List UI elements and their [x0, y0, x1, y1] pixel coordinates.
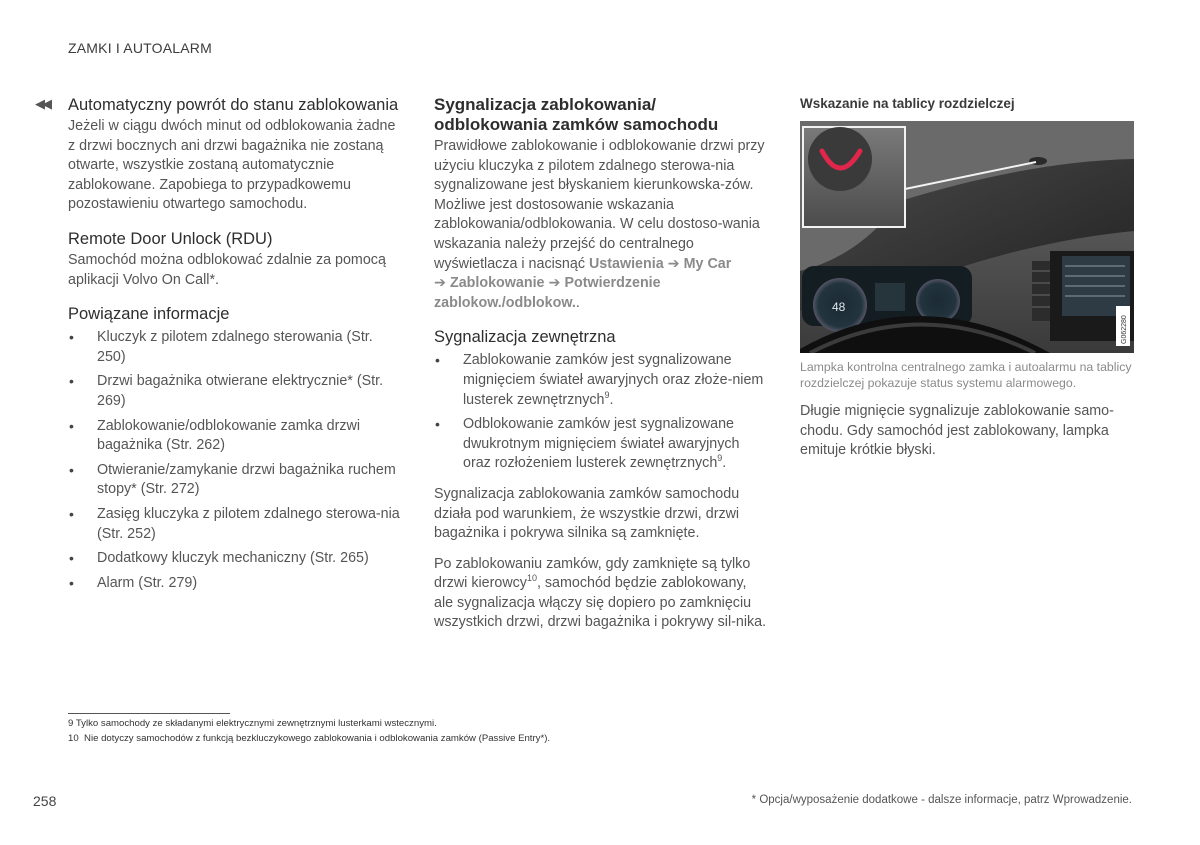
related-link-power-tailgate[interactable]: • Drzwi bagażnika otwierane elektrycznie* (Str. 269): [68, 372, 403, 411]
back-arrows-icon[interactable]: ◀◀: [35, 96, 49, 111]
column-middle: [434, 95, 769, 633]
related-link-foot-movement[interactable]: • Otwieranie/zamykanie drzwi bagażnika ruchem stopy* (Str. 272): [68, 461, 403, 500]
arrow-right-icon: ➔: [548, 275, 561, 292]
related-info-list: [68, 328, 403, 593]
related-link-remote-key[interactable]: • Kluczyk z pilotem zdalnego sterowania (Str. 250): [68, 328, 403, 367]
section-header: ZAMKI I AUTOALARM: [68, 40, 212, 56]
paragraph-rdu: Samochód można odblokować zdalnie za pomocą aplikacji Volvo On Call*.: [68, 251, 386, 288]
heading-rdu: Remote Door Unlock (RDU): [68, 229, 273, 248]
related-link-key-range[interactable]: • Zasięg kluczyka z pilotem zdalnego sterowa-nia (Str. 252): [68, 505, 403, 544]
related-link-alarm[interactable]: • Alarm (Str. 279): [68, 574, 403, 594]
paragraph-lock-signal-text: Prawidłowe zablokowanie i odblokowanie drzwi przy użyciu kluczyka z pilotem zdalnego sterowa-nia sygnalizowane jest błyskaniem kierunkowska-zów. Możliwe jest dostosowanie wskazania zablokowania/odblokowania. W celu dostoso-wania wskazania należy przejść do centralnego wyświetlacza i nacisnąć: [434, 138, 765, 272]
related-link-tailgate-lock[interactable]: • Zablokowanie/odblokowanie zamka drzwi bagażnika (Str. 262): [68, 417, 403, 456]
list-item-unlock: • Odblokowanie zamków jest sygnalizowane dwukrotnym mignięciem świateł awaryjnych oraz rozłożeniem lusterek zewnętrznych$^9$.: [434, 415, 769, 474]
paragraph-auto-relock: Jeżeli w ciągu dwóch minut od odblokowania żadne z drzwi bocznych ani drzwi bagażnika nie zostaną otwarte, wszystkie zostaną automatycznie zablokowane. Zapobiega to przypadkowemu pozostawieniu otwartego samochodu.: [68, 118, 396, 213]
option-note: * Opcja/wyposażenie dodatkowe - dalsze informacje, patrz Wprowadzenie.: [751, 794, 1132, 806]
paragraph-lock-signal: [434, 137, 769, 313]
menu-path-end: .: [575, 294, 580, 311]
menu-path-confirmation[interactable]: Potwierdzenie zablokow./odblokow.: [434, 275, 661, 311]
heading-lock-signal: Sygnalizacja zablokowania/ odblokowania zamków samochodu: [434, 95, 719, 134]
page-number: 258: [33, 793, 57, 809]
related-link-mechanical-key[interactable]: • Dodatkowy kluczyk mechaniczny (Str. 265): [68, 549, 403, 569]
figure-code: G062280: [1121, 315, 1128, 344]
external-signal-list: [434, 351, 769, 474]
footnote-ref-9[interactable]: 9: [717, 453, 723, 464]
arrow-right-icon: ➔: [667, 255, 680, 272]
footnote-ref-9[interactable]: 9: [604, 389, 610, 400]
heading-dashboard-indicator: Wskazanie na tablicy rozdzielczej: [800, 96, 1015, 111]
menu-path-settings[interactable]: Ustawienia: [588, 255, 664, 272]
paragraph-indicator: Długie mignięcie sygnalizuje zablokowanie samo-chodu. Gdy samochód jest zablokowany, lampka emituje krótkie błyski.: [800, 403, 1114, 459]
arrow-right-icon: ➔: [434, 275, 446, 292]
column-right: [800, 95, 1135, 461]
menu-path-locking[interactable]: Zablokowanie: [449, 275, 545, 292]
column-left: [68, 95, 403, 598]
paragraph-conditions: Sygnalizacja zablokowania zamków samochodu działa pod warunkiem, że wszystkie drzwi, drzwi bagażnika i pokrywa silnika są zamknięte.: [434, 485, 740, 542]
speed-readout: 48: [832, 300, 846, 314]
heading-auto-relock: Automatyczny powrót do stanu zablokowania: [68, 96, 399, 114]
menu-path-my-car[interactable]: My Car: [683, 255, 732, 272]
footnote-divider: [68, 713, 230, 714]
paragraph-driver-door: Po zablokowaniu zamków, gdy zamknięte są tylko drzwi kierowcy$^{10}$, samochód będzie zablokowany, ale sygnalizacja włączy się dopiero po zamknięciu wszystkich drzwi, drzwi bagażnika i pokrywy sil-nika.: [434, 555, 767, 631]
footnote-10: 10 Nie dotyczy samochodów z funkcją bezkluczykowego zablokowania i odblokowania zamków (Passive Entry*).: [68, 733, 551, 744]
footnote-ref-10[interactable]: 10: [526, 573, 537, 584]
list-item-lock: • Zablokowanie zamków jest sygnalizowane mignięciem świateł awaryjnych oraz złoże-niem lusterek zewnętrznych$^9$.: [434, 351, 769, 410]
dashboard-illustration: [800, 121, 1134, 353]
footnote-9: 9 Tylko samochody ze składanymi elektrycznymi zewnętrznymi lusterkami wstecznymi.: [68, 718, 437, 729]
figure-caption: Lampka kontrolna centralnego zamka i autoalarmu na tablicy rozdzielczej pokazuje status systemu alarmowego.: [800, 360, 1132, 390]
heading-external-signal: Sygnalizacja zewnętrzna: [434, 328, 616, 347]
heading-related-info: Powiązane informacje: [68, 305, 230, 324]
dashboard-photo: [800, 121, 1134, 353]
